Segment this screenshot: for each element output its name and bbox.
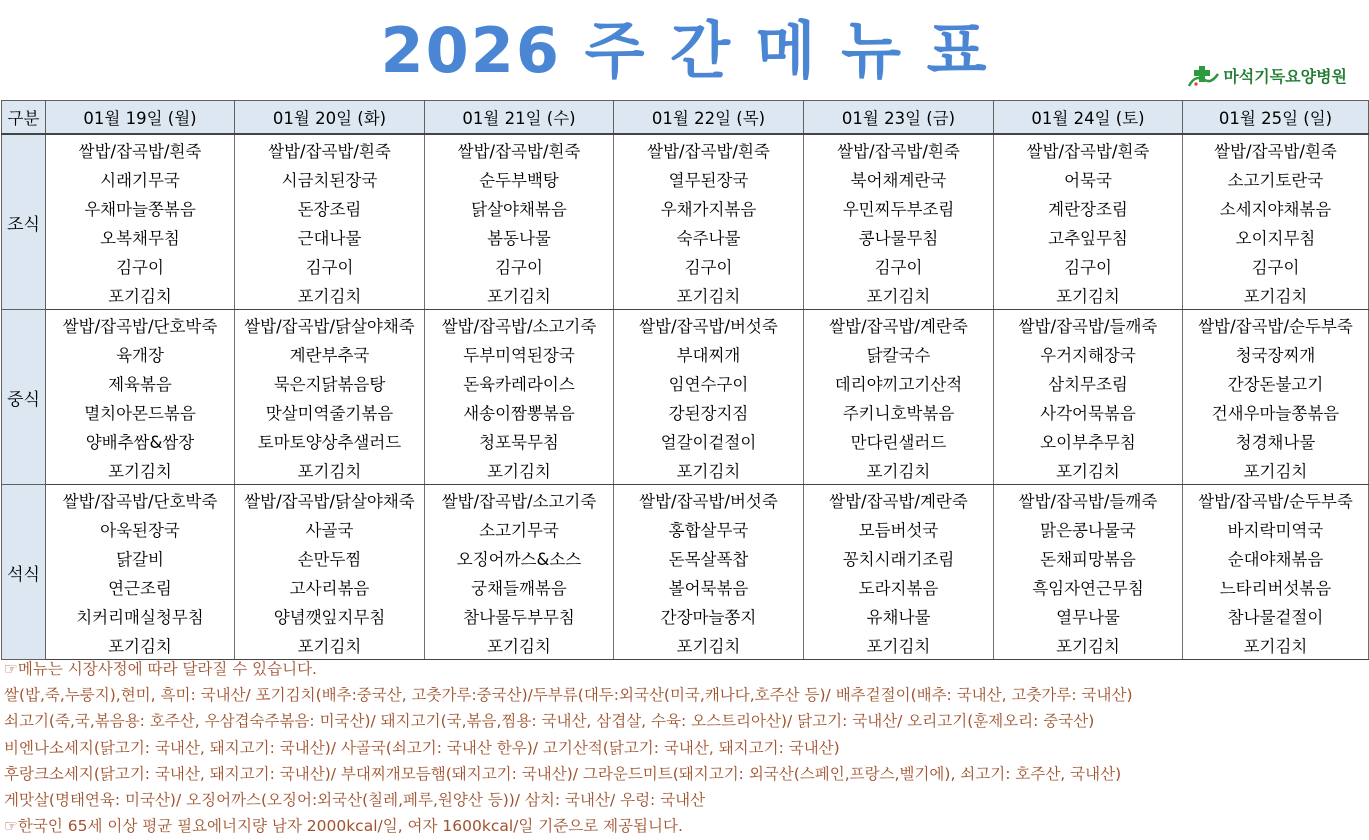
menu-item: 소세지야채볶음 [1183, 193, 1369, 222]
menu-item: 치커리매실청무침 [46, 601, 235, 630]
menu-item: 강된장지짐 [614, 397, 804, 426]
menu-item: 순두부백탕 [425, 164, 614, 193]
menu-item: 주키니호박볶음 [804, 397, 994, 426]
table-row [2, 601, 1369, 630]
menu-item: 홍합살무국 [614, 514, 804, 543]
menu-item: 건새우마늘쫑볶음 [1183, 397, 1369, 426]
menu-item: 쌀밥/잡곡밥/계란죽 [804, 485, 994, 515]
table-row [2, 455, 1369, 485]
menu-item: 김구이 [804, 251, 994, 280]
menu-item: 소고기토란국 [1183, 164, 1369, 193]
menu-item: 쌀밥/잡곡밥/흰죽 [46, 134, 235, 164]
menu-item: 닭살야채볶음 [425, 193, 614, 222]
menu-item: 부대찌개 [614, 339, 804, 368]
menu-item: 포기김치 [994, 630, 1183, 660]
menu-item: 유채나물 [804, 601, 994, 630]
menu-item: 쌀밥/잡곡밥/순두부죽 [1183, 310, 1369, 340]
menu-item: 우채가지볶음 [614, 193, 804, 222]
meal-label: 중식 [2, 310, 46, 485]
menu-item: 포기김치 [614, 455, 804, 485]
menu-item: 포기김치 [425, 455, 614, 485]
table-row [2, 485, 1369, 515]
header-category: 구분 [2, 101, 46, 135]
menu-item: 포기김치 [1183, 630, 1369, 660]
menu-item: 두부미역된장국 [425, 339, 614, 368]
header-row [2, 101, 1369, 135]
note-line: 비엔나소세지(닭고기: 국내산, 돼지고기: 국내산)/ 사골국(쇠고기: 국내산 한우)/ 고기산적(닭고기: 국내산, 돼지고기: 국내산) [4, 738, 840, 757]
hospital-name: 마석기독요양병원 [1223, 67, 1347, 86]
menu-item: 콩나물무침 [804, 222, 994, 251]
menu-item: 고추잎무침 [994, 222, 1183, 251]
menu-item: 참나물두부무침 [425, 601, 614, 630]
menu-item: 사각어묵볶음 [994, 397, 1183, 426]
menu-item: 어묵국 [994, 164, 1183, 193]
menu-item: 쌀밥/잡곡밥/들깨죽 [994, 310, 1183, 340]
menu-item: 시래기무국 [46, 164, 235, 193]
table-row [2, 397, 1369, 426]
menu-item: 볼어묵볶음 [614, 572, 804, 601]
menu-item: 포기김치 [425, 630, 614, 660]
menu-item: 쌀밥/잡곡밥/단호박죽 [46, 310, 235, 340]
menu-item: 포기김치 [46, 280, 235, 310]
menu-item: 토마토양상추샐러드 [235, 426, 425, 455]
menu-item: 돈장조림 [235, 193, 425, 222]
menu-item: 김구이 [425, 251, 614, 280]
menu-item: 김구이 [235, 251, 425, 280]
menu-item: 연근조림 [46, 572, 235, 601]
note-line: ☞메뉴는 시장사정에 따라 달라질 수 있습니다. [4, 660, 317, 678]
menu-item: 포기김치 [235, 280, 425, 310]
menu-item: 오징어까스&소스 [425, 543, 614, 572]
menu-item: 도라지볶음 [804, 572, 994, 601]
note-line: 후랑크소세지(닭고기: 국내산, 돼지고기: 국내산)/ 부대찌개모듬햄(돼지고기: 국내산)/ 그라운드미트(돼지고기: 외국산(스페인,프랑스,벨기에), 쇠고기: 호주산, 국내산) [4, 764, 1122, 783]
note-line: 게맛살(명태연육: 미국산)/ 오징어까스(오징어:외국산(칠레,페루,원양산 등))/ 삼치: 국내산/ 우렁: 국내산 [4, 791, 706, 810]
menu-item: 간장돈불고기 [1183, 368, 1369, 397]
menu-item: 쌀밥/잡곡밥/닭살야채죽 [235, 310, 425, 340]
menu-item: 쌀밥/잡곡밥/소고기죽 [425, 310, 614, 340]
page-title: 2026 주 간 메 뉴 표 [380, 14, 989, 87]
menu-item: 쌀밥/잡곡밥/흰죽 [804, 134, 994, 164]
menu-item: 포기김치 [614, 280, 804, 310]
menu-item: 멸치아몬드볶음 [46, 397, 235, 426]
menu-item: 김구이 [1183, 251, 1369, 280]
header-day: 01월 20일 (화) [235, 101, 425, 135]
menu-item: 양념깻잎지무침 [235, 601, 425, 630]
notes-section [4, 656, 1364, 839]
menu-item: 돈목살폭찹 [614, 543, 804, 572]
menu-item: 쌀밥/잡곡밥/흰죽 [425, 134, 614, 164]
menu-item: 아욱된장국 [46, 514, 235, 543]
menu-item: 쌀밥/잡곡밥/들깨죽 [994, 485, 1183, 515]
menu-item: 양배추쌈&쌈장 [46, 426, 235, 455]
table-row [2, 134, 1369, 164]
menu-item: 계란부추국 [235, 339, 425, 368]
menu-item: 김구이 [46, 251, 235, 280]
menu-item: 쌀밥/잡곡밥/계란죽 [804, 310, 994, 340]
menu-item: 봄동나물 [425, 222, 614, 251]
header-day: 01월 23일 (금) [804, 101, 994, 135]
menu-item: 쌀밥/잡곡밥/단호박죽 [46, 485, 235, 515]
menu-item: 청경채나물 [1183, 426, 1369, 455]
table-row [2, 251, 1369, 280]
hospital-cross-icon [1185, 64, 1221, 90]
menu-item: 열무나물 [994, 601, 1183, 630]
menu-item: 포기김치 [804, 630, 994, 660]
table-row [2, 572, 1369, 601]
menu-item: 오복채무침 [46, 222, 235, 251]
menu-item: 숙주나물 [614, 222, 804, 251]
menu-item: 쌀밥/잡곡밥/버섯죽 [614, 310, 804, 340]
menu-item: 오이지무침 [1183, 222, 1369, 251]
menu-item: 김구이 [994, 251, 1183, 280]
menu-item: 포기김치 [994, 455, 1183, 485]
hospital-logo [1185, 64, 1347, 90]
menu-item: 소고기무국 [425, 514, 614, 543]
header-day: 01월 25일 (일) [1183, 101, 1369, 135]
menu-item: 손만두찜 [235, 543, 425, 572]
menu-item: 우민찌두부조림 [804, 193, 994, 222]
table-row [2, 339, 1369, 368]
menu-item: 맛살미역줄기볶음 [235, 397, 425, 426]
header-day: 01월 24일 (토) [994, 101, 1183, 135]
menu-item: 고사리볶음 [235, 572, 425, 601]
menu-item: 쌀밥/잡곡밥/흰죽 [1183, 134, 1369, 164]
menu-item: 우거지해장국 [994, 339, 1183, 368]
header-day: 01월 21일 (수) [425, 101, 614, 135]
menu-item: 맑은콩나물국 [994, 514, 1183, 543]
menu-item: 데리야끼고기산적 [804, 368, 994, 397]
menu-item: 포기김치 [46, 455, 235, 485]
menu-item: 육개장 [46, 339, 235, 368]
menu-item: 청국장찌개 [1183, 339, 1369, 368]
menu-item: 포기김치 [804, 455, 994, 485]
menu-item: 포기김치 [235, 455, 425, 485]
menu-item: 김구이 [614, 251, 804, 280]
table-row [2, 222, 1369, 251]
menu-item: 오이부추무침 [994, 426, 1183, 455]
menu-item: 임연수구이 [614, 368, 804, 397]
menu-item: 닭칼국수 [804, 339, 994, 368]
menu-item: 사골국 [235, 514, 425, 543]
menu-item: 쌀밥/잡곡밥/닭살야채죽 [235, 485, 425, 515]
note-line: 쇠고기(죽,국,볶음용: 호주산, 우삼겹숙주볶음: 미국산)/ 돼지고기(국,볶음,찜용: 국내산, 삼겹살, 수육: 오스트리아산)/ 닭고기: 국내산/ 오리고기(훈제오리: 중국산) [4, 712, 1095, 731]
menu-item: 궁채들깨볶음 [425, 572, 614, 601]
menu-item: 계란장조림 [994, 193, 1183, 222]
meal-label: 조식 [2, 134, 46, 310]
menu-item: 돈육카레라이스 [425, 368, 614, 397]
menu-item: 느타리버섯볶음 [1183, 572, 1369, 601]
menu-item: 포기김치 [994, 280, 1183, 310]
menu-item: 근대나물 [235, 222, 425, 251]
menu-item: 쌀밥/잡곡밥/흰죽 [235, 134, 425, 164]
menu-item: 얼갈이겉절이 [614, 426, 804, 455]
table-row [2, 543, 1369, 572]
menu-item: 간장마늘쫑지 [614, 601, 804, 630]
note-line: ☞한국인 65세 이상 평균 필요에너지량 남자 2000kcal/일, 여자 1600kcal/일 기준으로 제공됩니다. [4, 817, 683, 836]
menu-item: 돈채피망볶음 [994, 543, 1183, 572]
menu-item: 참나물겉절이 [1183, 601, 1369, 630]
menu-item: 쌀밥/잡곡밥/흰죽 [614, 134, 804, 164]
menu-item: 꽁치시래기조림 [804, 543, 994, 572]
menu-item: 삼치무조림 [994, 368, 1183, 397]
menu-item: 열무된장국 [614, 164, 804, 193]
menu-item: 새송이짬뽕볶음 [425, 397, 614, 426]
table-row [2, 164, 1369, 193]
menu-item: 포기김치 [235, 630, 425, 660]
menu-item: 바지락미역국 [1183, 514, 1369, 543]
menu-item: 쌀밥/잡곡밥/순두부죽 [1183, 485, 1369, 515]
menu-item: 순대야채볶음 [1183, 543, 1369, 572]
menu-item: 쌀밥/잡곡밥/버섯죽 [614, 485, 804, 515]
note-line: 쌀(밥,죽,누룽지),현미, 흑미: 국내산/ 포기김치(배추:중국산, 고춧가루:중국산)/두부류(대두:외국산(미국,캐나다,호주산 등)/ 배추겉절이(배추: 국내산, 고춧가루: 국내산) [4, 686, 1133, 705]
menu-item: 포기김치 [614, 630, 804, 660]
menu-item: 모듬버섯국 [804, 514, 994, 543]
table-row [2, 426, 1369, 455]
menu-item: 흑임자연근무침 [994, 572, 1183, 601]
menu-item: 북어채계란국 [804, 164, 994, 193]
header-day: 01월 19일 (월) [46, 101, 235, 135]
header-day: 01월 22일 (목) [614, 101, 804, 135]
table-row [2, 514, 1369, 543]
table-row [2, 368, 1369, 397]
menu-table [1, 100, 1369, 660]
menu-item: 포기김치 [425, 280, 614, 310]
menu-item: 만다린샐러드 [804, 426, 994, 455]
menu-item: 쌀밥/잡곡밥/소고기죽 [425, 485, 614, 515]
meal-label: 석식 [2, 485, 46, 660]
menu-item: 시금치된장국 [235, 164, 425, 193]
table-row [2, 193, 1369, 222]
menu-item: 쌀밥/잡곡밥/흰죽 [994, 134, 1183, 164]
menu-body [2, 134, 1369, 660]
menu-item: 포기김치 [46, 630, 235, 660]
menu-item: 우채마늘쫑볶음 [46, 193, 235, 222]
menu-item: 청포묵무침 [425, 426, 614, 455]
menu-item: 포기김치 [1183, 280, 1369, 310]
menu-item: 묵은지닭볶음탕 [235, 368, 425, 397]
menu-item: 닭갈비 [46, 543, 235, 572]
menu-item: 포기김치 [804, 280, 994, 310]
table-row [2, 310, 1369, 340]
menu-item: 포기김치 [1183, 455, 1369, 485]
menu-item: 제육볶음 [46, 368, 235, 397]
table-row [2, 280, 1369, 310]
